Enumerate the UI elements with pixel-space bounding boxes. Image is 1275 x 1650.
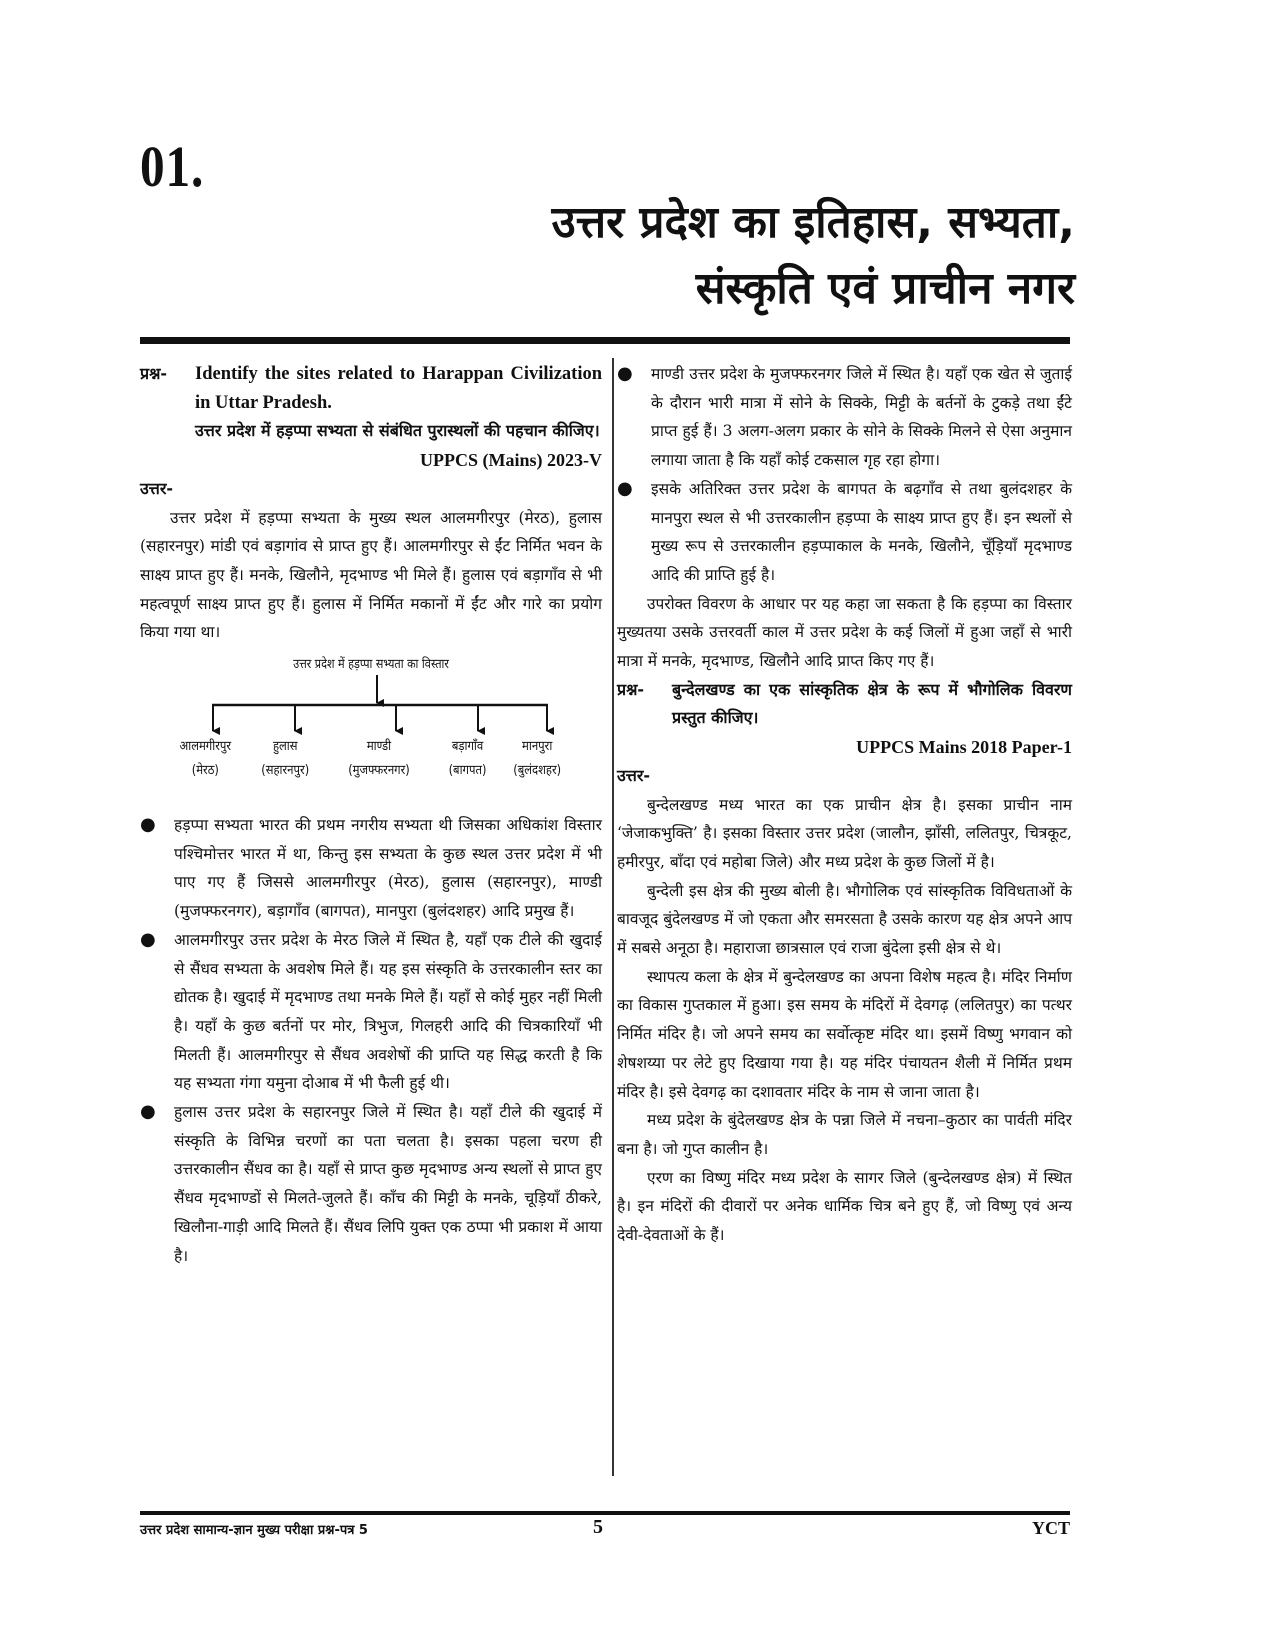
question-1-hindi: उत्तर प्रदेश में हड़प्पा सभ्यता से संबंधित पुरास्थलों की पहचान कीजिए। (195, 421, 600, 441)
node-district: (मुजफ्फरनगर) (348, 763, 410, 779)
bullet-icon: ● (140, 928, 156, 950)
harappan-sites-diagram (140, 651, 602, 811)
node-site: माण्डी (366, 739, 392, 755)
chapter-title-line-1: उत्तर प्रदेश का इतिहास, सभ्यता, (551, 197, 1075, 248)
answer-2-paragraph: एरण का विष्णु मंदिर मध्य प्रदेश के सागर जिले (बुन्देलखण्ड क्षेत्र) में स्थित है। इन मंदिरों की दीवारों पर अनेक धार्मिक चित्र बने हुए हैं, जो विष्णु एवं अन्य देवी-देवताओं के हैं। (617, 1168, 1072, 1245)
question-label: प्रश्न- (140, 364, 168, 383)
question-2-hindi: बुन्देलखण्ड का एक सांस्कृतिक क्षेत्र के रूप में भौगोलिक विवरण प्रस्तुत कीजिए। (672, 679, 1072, 728)
bullet-text: हुलास उत्तर प्रदेश के सहारनपुर जिले में स्थित है। यहाँ टीले की खुदाई में संस्कृति के विभिन्न चरणों का पता चलता है। इसका पहला चरण ही उत्तरकालीन सैंधव का है। यहाँ से प्राप्त कुछ मृदभाण्ड अन्य स्थलों से प्राप्त हुए सैंधव मृदभाण्डों से मिलते-जुलते हैं। काँच की मिट्टी के मनके, चूड़ियाँ ठीकरे, खिलौना-गाड़ी आदि मिलते हैं। सैंधव लिपि युक्त एक ठप्पा भी प्रकाश में आया है। (174, 1103, 602, 1265)
diagram-node (513, 735, 561, 783)
bullet-icon: ● (617, 363, 633, 384)
title-rule (140, 337, 1070, 344)
chapter-number: 01. (140, 134, 205, 199)
answer-2-paragraph: स्थापत्य कला के क्षेत्र में बुन्देलखण्ड का अपना विशेष महत्व है। मंदिर निर्माण का विकास गुप्तकाल में हुआ। इस समय के मंदिरों में देवगढ़ (ललितपुर) का पत्थर निर्मित मंदिर है। जो अपने समय का सर्वोत्कृष्ट मंदिर था। इसमें विष्णु भगवान को शेषशय्या पर लेटे हुए दिखाया गया है। यह मंदिर पंचायतन शैली में निर्मित प्रथम मंदिर है। इसे देवगढ़ का दशावतार मंदिर के नाम से जाना जाता है। (617, 967, 1072, 1101)
footer-page-number: 5 (593, 1516, 603, 1538)
node-site: हुलास (272, 739, 298, 755)
node-site: मानपुरा (522, 739, 553, 755)
node-site: बड़ागाँव (451, 739, 484, 755)
diagram-node (261, 735, 309, 783)
bullet-item (140, 811, 602, 926)
diagram-title: उत्तर प्रदेश में हड़प्पा सभ्यता का विस्तार (293, 657, 449, 673)
question-1-english: Identify the sites related to Harappan Civilization in Uttar Pradesh. (195, 364, 602, 413)
bullet-icon: ● (617, 477, 633, 499)
node-district: (मेरठ) (191, 763, 219, 779)
left-column (140, 360, 602, 1270)
bullet-text: इसके अतिरिक्त उत्तर प्रदेश के बागपत के बढ़गाँव से तथा बुलंदशहर के मानपुरा स्थल से भी उत्तरकालीन हड़प्पा के साक्ष्य प्राप्त हुए हैं। इन स्थलों से मुख्य रूप से उत्तरकालीन हड़प्पाकाल के मनके, खिलौने, चूँड़ियाँ मृदभाण्ड आदि की प्राप्ति हुई है। (651, 479, 1072, 584)
node-site: आलमगीरपुर (179, 739, 232, 755)
answer-1-conclusion: उपरोक्त विवरण के आधार पर यह कहा जा सकता है कि हड़प्पा का विस्तार मुख्यतया उसके उत्तरवर्ती काल में उत्तर प्रदेश के कई जिलों में हुआ जहाँ से भारी मात्रा में मनके, मृदभाण्ड, खिलौने आदि प्राप्त किए गए हैं। (617, 594, 1072, 671)
answer-2-paragraph: बुन्देली इस क्षेत्र की मुख्य बोली है। भौगोलिक एवं सांस्कृतिक विविधताओं के बावजूद बुंदेलखण्ड में जो एकता और समरसता है उसके कारण यह क्षेत्र अपने आप में सबसे अनूठा है। महाराजा छात्रसाल एवं राजा बुंदेला इसी क्षेत्र से थे। (617, 881, 1072, 958)
footer-publisher: YCT (1031, 1518, 1070, 1538)
bullet-icon: ● (140, 814, 156, 836)
answer-1-intro: उत्तर प्रदेश में हड़प्पा सभ्यता के मुख्य स्थल आलमगीरपुर (मेरठ), हुलास (सहारनपुर) मांडी एवं बड़ागांव से प्राप्त हुए हैं। आलमगीरपुर से ईंट निर्मित भवन के साक्ष्य प्राप्त हुए हैं। मनके, खिलौने, मृदभाण्ड भी मिले हैं। हुलास एवं बड़ागाँव से भी महत्वपूर्ण साक्ष्य प्राप्त हुए हैं। हुलास में निर्मित मकानों में ईंट और गारे का प्रयोग किया गया था। (140, 508, 602, 642)
question-label: प्रश्न- (617, 679, 645, 699)
diagram-node (348, 735, 410, 783)
chapter-title-line-2: संस्कृति एवं प्राचीन नगर (695, 263, 1075, 314)
bullet-text: माण्डी उत्तर प्रदेश के मुजफ्फरनगर जिले में स्थित है। यहाँ एक खेत से जुताई के दौरान भारी मात्रा में सोने के सिक्के, मिट्टी के बर्तनों के टुकड़े तथा ईंटे प्राप्त हुई हैं। 3 अलग-अलग प्रकार के सोने के सिक्के मिलने से ऐसा अनुमान लगाया जाता है कि यहाँ कोई टकसाल गृह रहा होगा। (651, 365, 1072, 470)
footer-book-title: उत्तर प्रदेश सामान्य-ज्ञान मुख्य परीक्षा प्रश्न-पत्र 5 (140, 1523, 368, 1538)
bullet-item (617, 360, 1072, 475)
bullet-text: आलमगीरपुर उत्तर प्रदेश के मेरठ जिले में स्थित है, यहाँ एक टीले की खुदाई से सैंधव सभ्यता के अवशेष मिले हैं। यह इस संस्कृति के उत्तरकालीन स्तर का द्योतक है। खुदाई में मृदभाण्ड तथा मनके मिले हैं। यहाँ से कोई मुहर नहीं मिली है। यहाँ के कुछ बर्तनों पर मोर, त्रिभुज, गिलहरी आदि की चित्रकारियाँ भी मिलती हैं। आलमगीरपुर से सैंधव अवशेषों की प्राप्ति यह सिद्ध करती है कि यह सभ्यता गंगा यमुना दोआब में भी फैली हुई थी। (174, 930, 602, 1093)
question-2-source: UPPCS Mains 2018 Paper-1 (856, 737, 1072, 758)
chapter-title (552, 190, 1075, 322)
right-column (617, 360, 1072, 1250)
answer-2-paragraph: बुन्देलखण्ड मध्य भारत का एक प्राचीन क्षेत्र है। इसका प्राचीन नाम ‘जेजाकभुक्ति’ है। इसका विस्तार उत्तर प्रदेश (जालौन, झाँसी, ललितपुर, चित्रकूट, हमीरपुर, बाँदा एवं महोबा जिले) और मध्य प्रदेश के कुछ जिलों में है। (617, 795, 1072, 871)
bullet-text: हड़प्पा सभ्यता भारत की प्रथम नगरीय सभ्यता थी जिसका अधिकांश विस्तार पश्चिमोत्तर भारत में था, किन्तु इस सभ्यता के कुछ स्थल उत्तर प्रदेश में भी पाए गए हैं जिससे आलमगीरपुर (मेरठ), हुलास (सहारनपुर), माण्डी (मुजफ्फरनगर), बड़ागाँव (बागपत), मानपुरा (बुलंदशहर) आदि प्रमुख हैं। (174, 816, 602, 921)
bullet-item (617, 475, 1072, 590)
bullet-icon: ● (140, 1101, 156, 1123)
footer-rule (140, 1511, 1070, 1515)
answer-label: उत्तर- (617, 765, 651, 785)
question-2 (617, 676, 1072, 733)
diagram-node (180, 735, 232, 783)
answer-2-paragraph: मध्य प्रदेश के बुंदेलखण्ड क्षेत्र के पन्ना जिले में नचना–कुठार का पार्वती मंदिर बना है। जो गुप्त कालीन है। (617, 1111, 1072, 1158)
bullet-item (140, 926, 602, 1098)
answer-label: उत्तर- (140, 478, 174, 498)
bullet-item (140, 1098, 602, 1270)
node-district: (बुलंदशहर) (513, 763, 562, 779)
node-district: (सहारनपुर) (261, 763, 310, 779)
node-district: (बागपत) (448, 763, 487, 779)
question-1-source: UPPCS (Mains) 2023-V (420, 450, 602, 471)
question-1 (140, 360, 602, 446)
diagram-arrows (140, 675, 602, 735)
column-divider (612, 358, 614, 1476)
diagram-node (449, 735, 487, 783)
